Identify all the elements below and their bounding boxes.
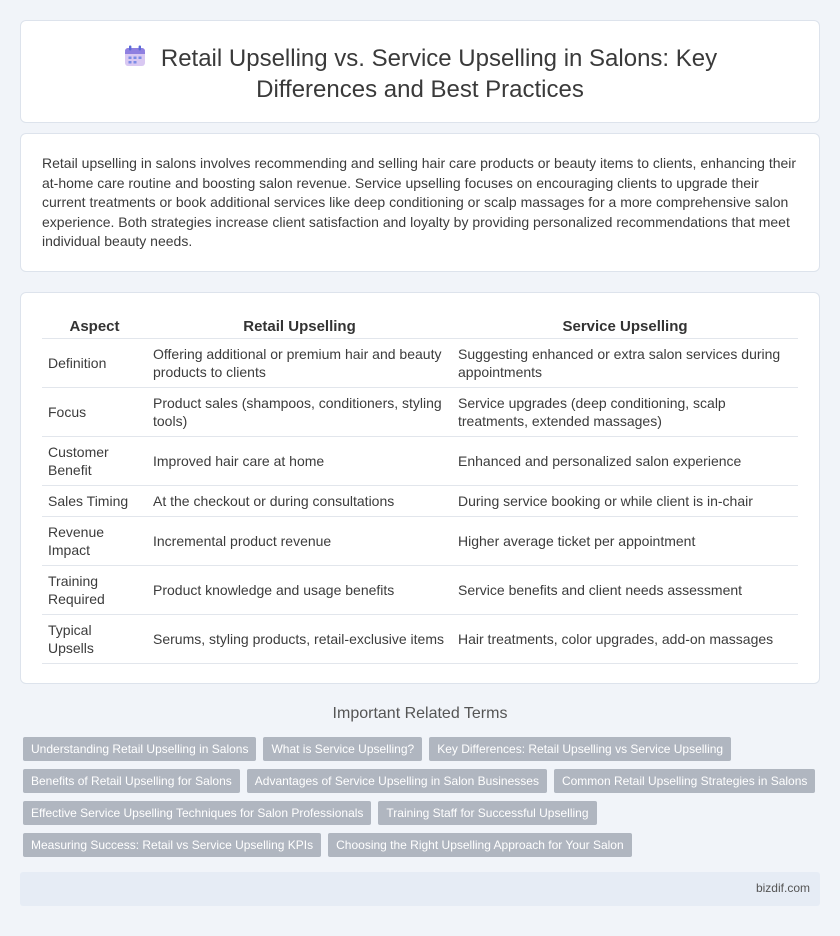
cell-retail: Product knowledge and usage benefits <box>147 566 452 615</box>
cell-service: Hair treatments, color upgrades, add-on massages <box>452 615 798 664</box>
table-row <box>42 615 798 664</box>
cell-aspect: Sales Timing <box>42 486 147 517</box>
table-header-row <box>42 313 798 339</box>
related-terms-title: Important Related Terms <box>332 705 508 722</box>
cell-service: During service booking or while client is in-chair <box>452 486 798 517</box>
related-term-tag[interactable]: What is Service Upselling? <box>263 737 422 761</box>
page-title-wrap <box>61 44 779 104</box>
cell-service: Suggesting enhanced or extra salon services during appointments <box>452 339 798 388</box>
cell-aspect: Typical Upsells <box>42 615 147 664</box>
related-term-tag[interactable]: Choosing the Right Upselling Approach for Your Salon <box>328 833 632 857</box>
related-term-tag[interactable]: Measuring Success: Retail vs Service Upselling KPIs <box>23 833 321 857</box>
page-title: Retail Upselling vs. Service Upselling in Salons: Key Differences and Best Practices <box>160 45 718 103</box>
header-service: Service Upselling <box>452 313 798 339</box>
tag-row <box>23 769 823 793</box>
footer-site-link[interactable]: bizdif.com <box>755 881 810 895</box>
footer <box>20 872 820 906</box>
cell-retail: Offering additional or premium hair and beauty products to clients <box>147 339 452 388</box>
cell-retail: Improved hair care at home <box>147 437 452 486</box>
related-term-tag[interactable]: Effective Service Upselling Techniques for Salon Professionals <box>23 801 371 825</box>
tag-row <box>23 737 823 761</box>
comparison-card <box>20 292 820 684</box>
header-aspect: Aspect <box>42 313 147 339</box>
cell-aspect: Revenue Impact <box>42 517 147 566</box>
cell-retail: Serums, styling products, retail-exclusive items <box>147 615 452 664</box>
header-retail: Retail Upselling <box>147 313 452 339</box>
related-term-tag[interactable]: Training Staff for Successful Upselling <box>378 801 596 825</box>
cell-service: Enhanced and personalized salon experience <box>452 437 798 486</box>
related-terms-list <box>23 737 823 865</box>
table-row <box>42 437 798 486</box>
related-term-tag[interactable]: Advantages of Service Upselling in Salon Businesses <box>247 769 547 793</box>
cell-retail: Incremental product revenue <box>147 517 452 566</box>
calendar-icon <box>123 44 147 75</box>
related-term-tag[interactable]: Common Retail Upselling Strategies in Salons <box>554 769 815 793</box>
cell-retail: At the checkout or during consultations <box>147 486 452 517</box>
intro-text: Retail upselling in salons involves recommending and selling hair care products or beauty items to clients, enhancing their at-home care routine and boosting salon revenue. Service upselling focuses on encouraging clients to upgrade their current treatments or book additional services like deep conditioning or scalp massages for a more comprehensive salon experience. Both strategies increase client satisfaction and loyalty by providing personalized recommendations that meet individual beauty needs. <box>42 155 797 250</box>
related-term-tag[interactable]: Benefits of Retail Upselling for Salons <box>23 769 240 793</box>
tag-row <box>23 801 823 825</box>
related-term-tag[interactable]: Key Differences: Retail Upselling vs Service Upselling <box>429 737 731 761</box>
table-row <box>42 388 798 437</box>
table-row <box>42 339 798 388</box>
table-row <box>42 517 798 566</box>
cell-service: Service benefits and client needs assessment <box>452 566 798 615</box>
table-row <box>42 486 798 517</box>
comparison-table <box>42 313 798 664</box>
cell-aspect: Training Required <box>42 566 147 615</box>
intro-card <box>20 133 820 272</box>
related-term-tag[interactable]: Understanding Retail Upselling in Salons <box>23 737 256 761</box>
tag-row <box>23 833 823 857</box>
cell-service: Service upgrades (deep conditioning, scalp treatments, extended massages) <box>452 388 798 437</box>
title-card <box>20 20 820 123</box>
table-row <box>42 566 798 615</box>
cell-aspect: Definition <box>42 339 147 388</box>
cell-aspect: Customer Benefit <box>42 437 147 486</box>
cell-service: Higher average ticket per appointment <box>452 517 798 566</box>
cell-retail: Product sales (shampoos, conditioners, styling tools) <box>147 388 452 437</box>
cell-aspect: Focus <box>42 388 147 437</box>
